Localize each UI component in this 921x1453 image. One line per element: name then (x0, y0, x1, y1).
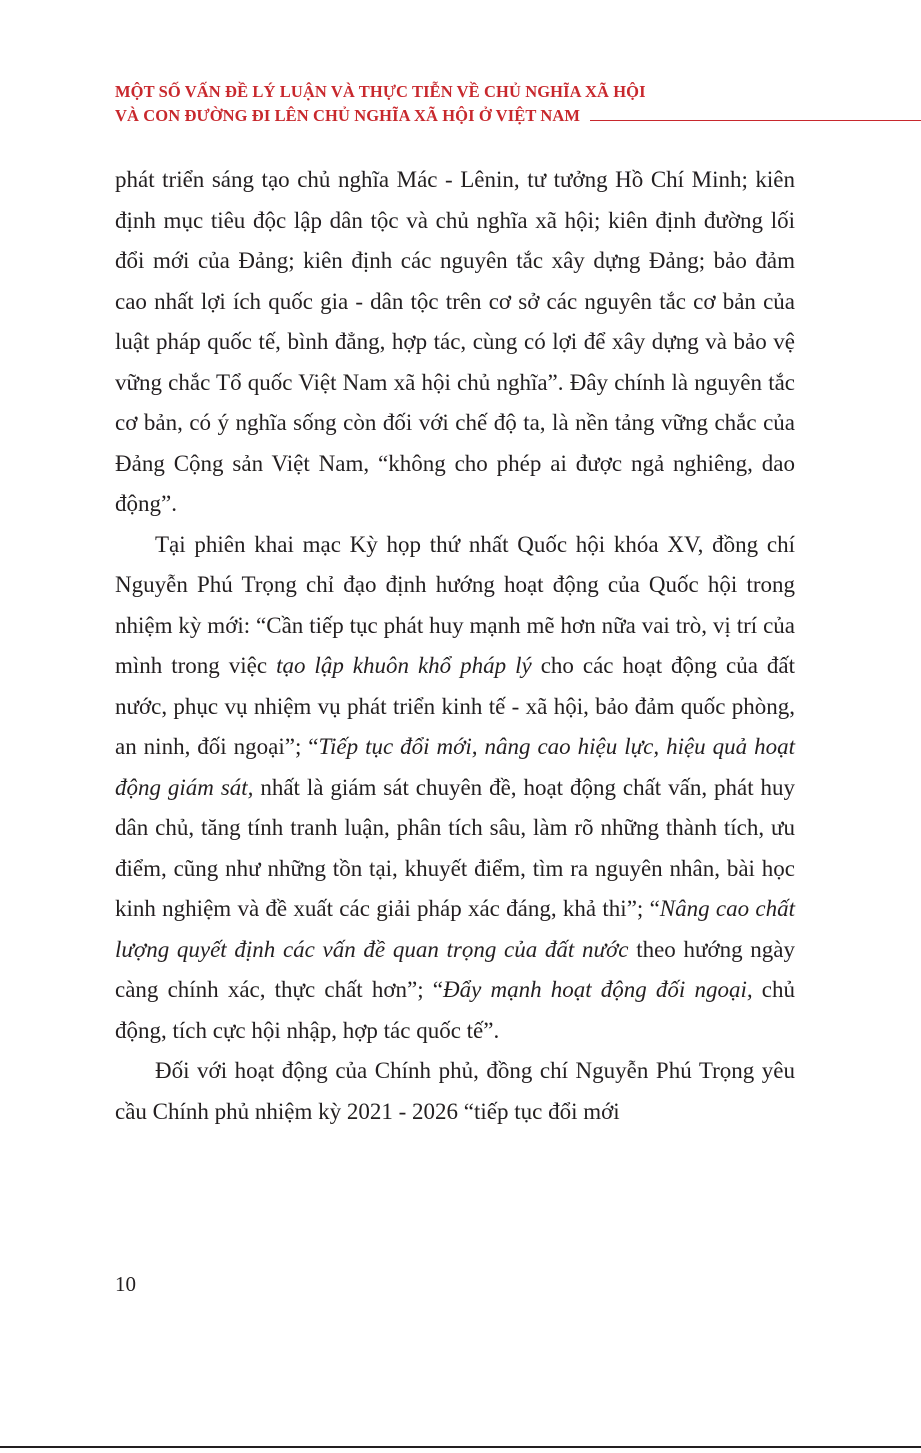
running-header (115, 80, 921, 128)
paragraph-2-text-2: cho các hoạt động của đất nước, phục vụ nhiệm vụ phát triển kinh tế - xã hội, bảo đảm quốc phòng, an ninh, đối ngoại”; “ (115, 653, 796, 759)
paragraph-3: Đối với hoạt động của Chính phủ, đồng chí Nguyễn Phú Trọng yêu cầu Chính phủ nhiệm kỳ 2021 - 2026 “tiếp tục đổi mới (115, 1058, 795, 1124)
page-number: 10 (115, 1272, 136, 1296)
paragraph-2-text-5: chủ động, tích cực hội nhập, hợp tác quốc tế”. (115, 977, 795, 1043)
paragraph-1: phát triển sáng tạo chủ nghĩa Mác - Lênin, tư tưởng Hồ Chí Minh; kiên định mục tiêu độc lập dân tộc và chủ nghĩa xã hội; kiên định đường lối đổi mới của Đảng; kiên định các nguyên tắc xây dựng Đảng; bảo đảm cao nhất lợi ích quốc gia - dân tộc trên cơ sở các nguyên tắc cơ bản của luật pháp quốc tế, bình đẳng, hợp tác, cùng có lợi để xây dựng và bảo vệ vững chắc Tổ quốc Việt Nam xã hội chủ nghĩa”. Đây chính là nguyên tắc cơ bản, có ý nghĩa sống còn đối với chế độ ta, là nền tảng vững chắc của Đảng Cộng sản Việt Nam, “không cho phép ai được ngả nghiêng, dao động”. (115, 167, 795, 516)
running-header-line-1: MỘT SỐ VẤN ĐỀ LÝ LUẬN VÀ THỰC TIỄN VỀ CHỦ NGHĨA XÃ HỘI (115, 82, 646, 101)
header-rule (590, 120, 921, 121)
paragraph-2-text-4: theo hướng ngày càng chính xác, thực chất hơn”; “ (115, 936, 795, 1002)
running-header-line-2: VÀ CON ĐƯỜNG ĐI LÊN CHỦ NGHĨA XÃ HỘI Ở VIỆT NAM (115, 106, 581, 125)
running-header-line-2-row (115, 104, 921, 128)
body-text (115, 160, 795, 1132)
paragraph-2-italic-1: tạo lập khuôn khổ pháp lý (276, 653, 532, 678)
paragraph-2-italic-2: Tiếp tục đổi mới, nâng cao hiệu lực, hiệu quả hoạt động giám sát, (115, 734, 795, 800)
paragraph-2 (115, 525, 795, 1052)
bottom-rule (0, 1446, 921, 1448)
paragraph-2-italic-4: Đẩy mạnh hoạt động đối ngoại, (442, 977, 753, 1002)
paragraph-2-italic-3: Nâng cao chất lượng quyết định các vấn đề quan trọng của đất nước (115, 896, 795, 962)
paragraph-2-text-3: nhất là giám sát chuyên đề, hoạt động chất vấn, phát huy dân chủ, tăng tính tranh luận, phân tích sâu, làm rõ những thành tích, ưu điểm, cũng như những tồn tại, khuyết điểm, tìm ra nguyên nhân, bài học kinh nghiệm và đề xuất các giải pháp xác đáng, khả thi”; “ (115, 774, 796, 921)
paragraph-2-text-1: Tại phiên khai mạc Kỳ họp thứ nhất Quốc hội khóa XV, đồng chí Nguyễn Phú Trọng chỉ đạo định hướng hoạt động của Quốc hội trong nhiệm kỳ mới: “Cần tiếp tục phát huy mạnh mẽ hơn nữa vai trò, vị trí của mình trong việc (115, 531, 795, 678)
